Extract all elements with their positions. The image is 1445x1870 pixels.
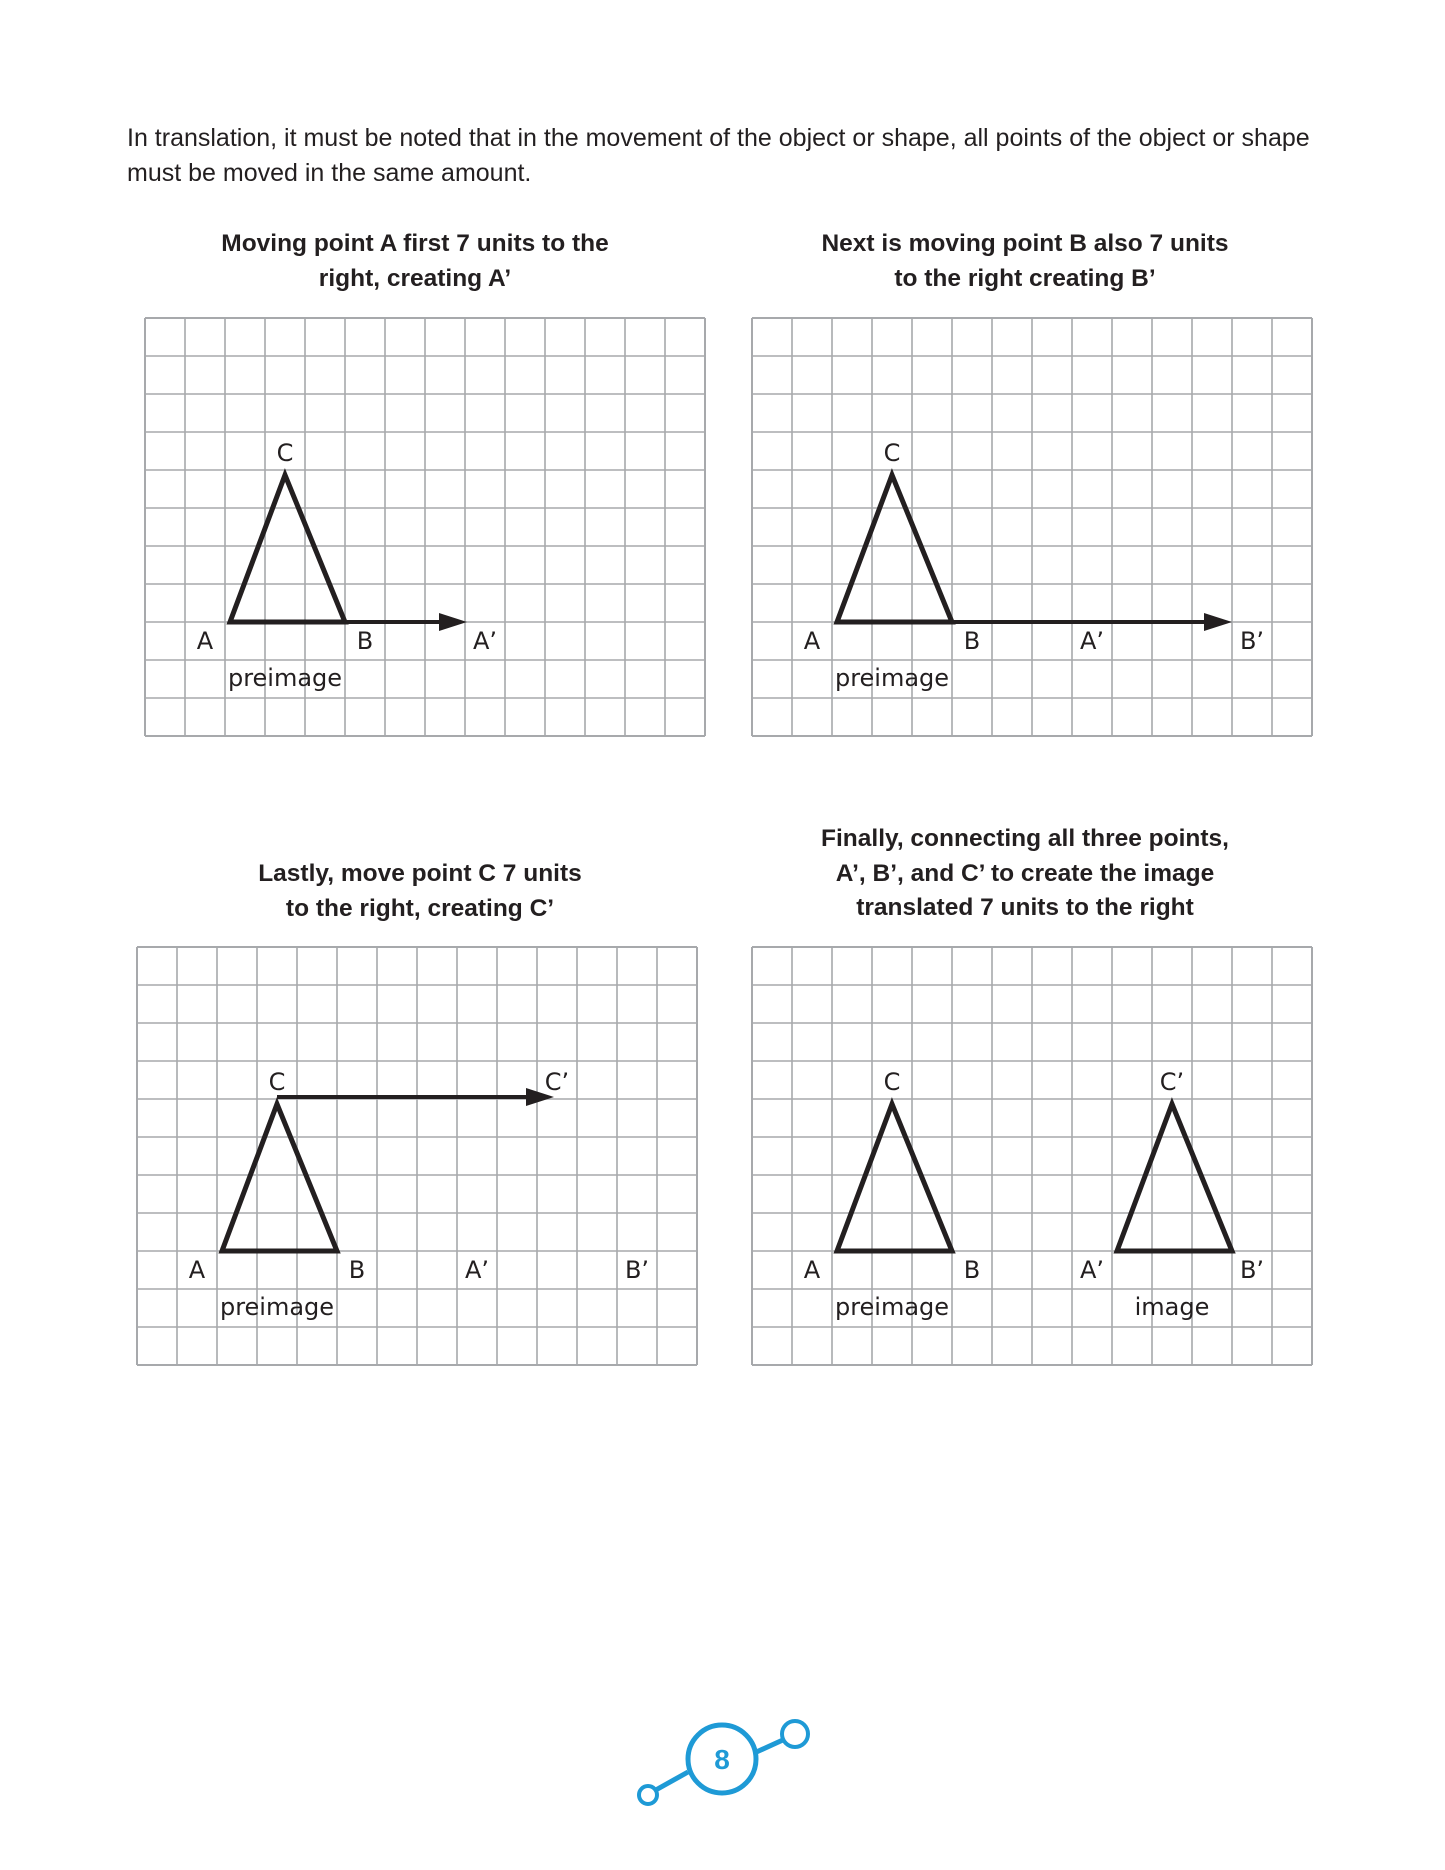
label-image: image <box>1134 1293 1210 1321</box>
label-b: B <box>963 627 981 655</box>
label-preimage: preimage <box>834 1293 950 1321</box>
intro-paragraph: In translation, it must be noted that in the movement of the object or shape, all points of the object or shape must be moved in the same amount. <box>127 124 1310 187</box>
label-c: C <box>883 439 901 467</box>
preimage-triangle <box>222 1104 337 1251</box>
badge-node-right <box>782 1721 808 1747</box>
page-number-badge-svg <box>630 1712 820 1812</box>
label-c: C <box>268 1068 286 1096</box>
label-c: C <box>883 1068 901 1096</box>
preimage-triangle <box>837 475 952 622</box>
image-triangle <box>1117 1104 1232 1251</box>
panel-1-caption-line-2: right, creating A’ <box>318 264 512 292</box>
panel-1-caption-line-1: Moving point A first 7 units to the <box>221 230 609 257</box>
label-a-prime: A’ <box>464 1256 490 1284</box>
badge-node-left <box>639 1786 657 1804</box>
badge-connector-left <box>654 1772 688 1791</box>
grid-panel-4-svg <box>752 947 1312 1365</box>
label-b: B <box>348 1256 366 1284</box>
preimage-triangle <box>230 475 345 622</box>
label-b: B <box>356 627 374 655</box>
arrowhead-b <box>1204 613 1232 631</box>
panel-4-caption-line-2: A’, B’, and C’ to create the image <box>835 859 1215 887</box>
label-b: B <box>963 1256 981 1284</box>
panel-2-caption-line-2: to the right creating B’ <box>894 264 1156 292</box>
panel-3-caption <box>155 857 685 926</box>
panel-4-caption-line-1: Finally, connecting all three points, <box>821 825 1229 852</box>
label-c-prime: C’ <box>544 1068 570 1096</box>
label-a-prime: A’ <box>1079 1256 1105 1284</box>
label-a: A <box>803 1256 821 1284</box>
panel-2-caption <box>760 227 1290 296</box>
label-a-prime: A’ <box>1079 627 1105 655</box>
panel-1-caption <box>150 227 680 296</box>
label-c: C <box>276 439 294 467</box>
label-a: A <box>188 1256 206 1284</box>
label-a: A <box>196 627 214 655</box>
panel-3-caption-line-2: to the right, creating C’ <box>285 894 555 922</box>
panel-3-caption-line-1: Lastly, move point C 7 units <box>258 860 582 887</box>
page-number-badge <box>630 1712 820 1817</box>
grid-panel-1 <box>145 318 705 736</box>
preimage-triangle <box>837 1104 952 1251</box>
panel-4-caption <box>760 822 1290 926</box>
grid-panel-1-svg <box>145 318 705 736</box>
grid-panel-3-svg <box>137 947 697 1365</box>
panel-2-caption-line-1: Next is moving point B also 7 units <box>821 230 1229 257</box>
grid-panel-2-svg <box>752 318 1312 736</box>
label-a-prime: A’ <box>472 627 498 655</box>
arrowhead-a <box>439 613 467 631</box>
label-preimage: preimage <box>219 1293 335 1321</box>
page-number: 8 <box>714 1744 730 1775</box>
label-b-prime: B’ <box>624 1256 650 1284</box>
label-a: A <box>803 627 821 655</box>
panel-4-caption-line-3: translated 7 units to the right <box>856 894 1194 921</box>
grid-panel-2 <box>752 318 1312 736</box>
grid-panel-4 <box>752 947 1312 1365</box>
label-c-prime: C’ <box>1159 1068 1185 1096</box>
label-preimage: preimage <box>834 664 950 692</box>
grid-panel-3 <box>137 947 697 1365</box>
label-b-prime: B’ <box>1239 627 1265 655</box>
label-preimage: preimage <box>227 664 343 692</box>
label-b-prime: B’ <box>1239 1256 1265 1284</box>
